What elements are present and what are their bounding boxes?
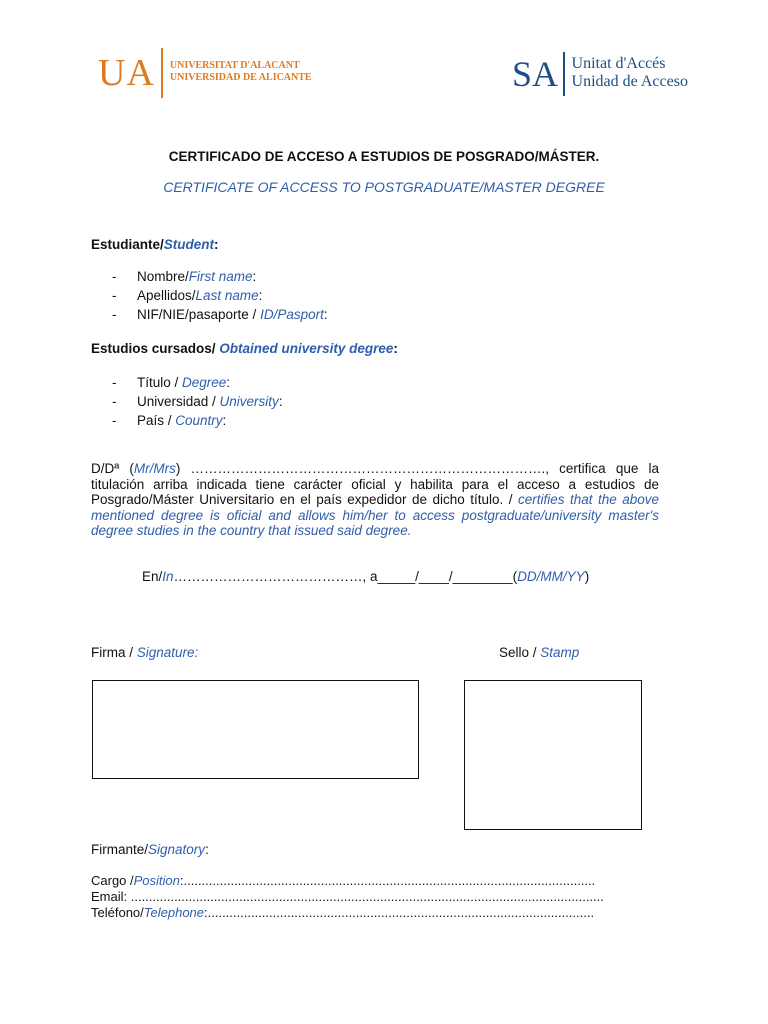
bullet: - xyxy=(112,288,117,303)
id-colon: : xyxy=(323,307,328,322)
sa-logo-line1: Unitat d'Accés xyxy=(571,55,666,72)
last-name-colon: : xyxy=(258,288,263,303)
position-label-es: Cargo / xyxy=(91,873,134,888)
date-close: ) xyxy=(584,569,590,584)
certification-text-es: ) ……………………………………………………………………., certifica que la titulación arriba indicada tiene carácter oficial y habilita para el acceso a estudios de Posgrado/Máster Universitario en el país expedidor de dicho título. / xyxy=(91,461,659,507)
country-label-en: Country xyxy=(175,413,223,428)
last-name-label-en: Last name xyxy=(195,288,259,303)
phone-label-es: Teléfono/ xyxy=(91,905,144,920)
sa-logo-text xyxy=(572,55,688,91)
country-label-es: País / xyxy=(137,413,176,428)
position-label-en: Position xyxy=(133,873,180,888)
certification-paragraph xyxy=(91,461,659,539)
student-heading-en: Student xyxy=(163,237,215,252)
university-label-en: University xyxy=(219,394,279,409)
sa-logo-divider xyxy=(563,52,565,96)
signatory-heading xyxy=(91,842,209,857)
degree-label-es: Título / xyxy=(137,375,183,390)
place-date-line xyxy=(142,569,589,584)
place-label-es: En/ xyxy=(142,569,163,584)
position-fill: :.................................................................................................................. xyxy=(179,873,596,888)
degree-label-en: Degree xyxy=(182,375,227,390)
place-label-en: In xyxy=(162,569,174,584)
date-format: DD/MM/YY xyxy=(517,569,585,584)
degree-colon: : xyxy=(226,375,231,390)
ua-logo-divider xyxy=(161,48,163,98)
certification-text-en: certifies that the above mentioned degree is oficial and allows him/her to access postgraduate/university master's degree studies in the country that issued said degree. xyxy=(91,492,659,538)
student-heading-colon: : xyxy=(214,237,219,252)
bullet: - xyxy=(112,394,117,409)
stamp-label-es: Sello / xyxy=(499,645,541,660)
signatory-heading-colon: : xyxy=(205,842,209,857)
phone-line xyxy=(91,905,594,920)
phone-fill: :........................................................................................................... xyxy=(204,905,595,920)
sa-logo xyxy=(512,52,688,96)
place-date-fill: ……………………………………, a_____/____/________( xyxy=(173,569,518,584)
signature-label-en: Signature: xyxy=(136,645,199,660)
university-label-es: Universidad / xyxy=(137,394,220,409)
studies-heading-es: Estudios cursados/ xyxy=(91,341,220,356)
certification-mr-mrs: Mr/Mrs xyxy=(133,461,176,476)
ua-logo xyxy=(98,48,312,98)
first-name-label-es: Nombre/ xyxy=(137,269,189,284)
last-name-label-es: Apellidos/ xyxy=(137,288,196,303)
university-colon: : xyxy=(278,394,283,409)
ua-logo-line1: UNIVERSITAT D'ALACANT xyxy=(169,60,300,71)
sa-logo-letters: SA xyxy=(512,54,559,94)
student-heading xyxy=(91,237,219,252)
position-line xyxy=(91,873,595,888)
sa-logo-line2: Unidad de Acceso xyxy=(571,73,688,90)
signatory-heading-en: Signatory xyxy=(148,842,206,857)
studies-heading xyxy=(91,341,398,356)
id-label-en: ID/Pasport xyxy=(260,307,324,322)
stamp-label-en: Stamp xyxy=(540,645,580,660)
studies-heading-en: Obtained university degree xyxy=(219,341,394,356)
bullet: - xyxy=(112,307,117,322)
title-spanish: CERTIFICADO DE ACCESO A ESTUDIOS DE POSGRADO/MÁSTER. xyxy=(168,149,600,164)
title-english: CERTIFICATE OF ACCESS TO POSTGRADUATE/MASTER DEGREE xyxy=(163,179,605,195)
first-name-label-en: First name xyxy=(188,269,253,284)
signature-label-es: Firma / xyxy=(91,645,137,660)
email-line: Email: ................................................................................................................................... xyxy=(91,889,604,904)
bullet: - xyxy=(112,269,117,284)
signatory-heading-es: Firmante/ xyxy=(91,842,149,857)
phone-label-en: Telephone xyxy=(143,905,205,920)
bullet: - xyxy=(112,375,117,390)
bullet: - xyxy=(112,413,117,428)
id-label-es: NIF/NIE/pasaporte / xyxy=(137,307,261,322)
signature-label xyxy=(91,645,198,660)
stamp-box[interactable] xyxy=(464,680,642,830)
country-colon: : xyxy=(222,413,227,428)
certification-prefix: D/Dª ( xyxy=(91,461,134,476)
signature-box[interactable] xyxy=(92,680,419,779)
ua-logo-text xyxy=(170,60,312,84)
studies-heading-colon: : xyxy=(393,341,398,356)
ua-logo-line2: UNIVERSIDAD DE ALICANTE xyxy=(169,72,312,83)
stamp-label xyxy=(499,645,579,660)
ua-logo-letters: UA xyxy=(98,52,155,94)
student-heading-es: Estudiante/ xyxy=(91,237,164,252)
first-name-colon: : xyxy=(252,269,257,284)
